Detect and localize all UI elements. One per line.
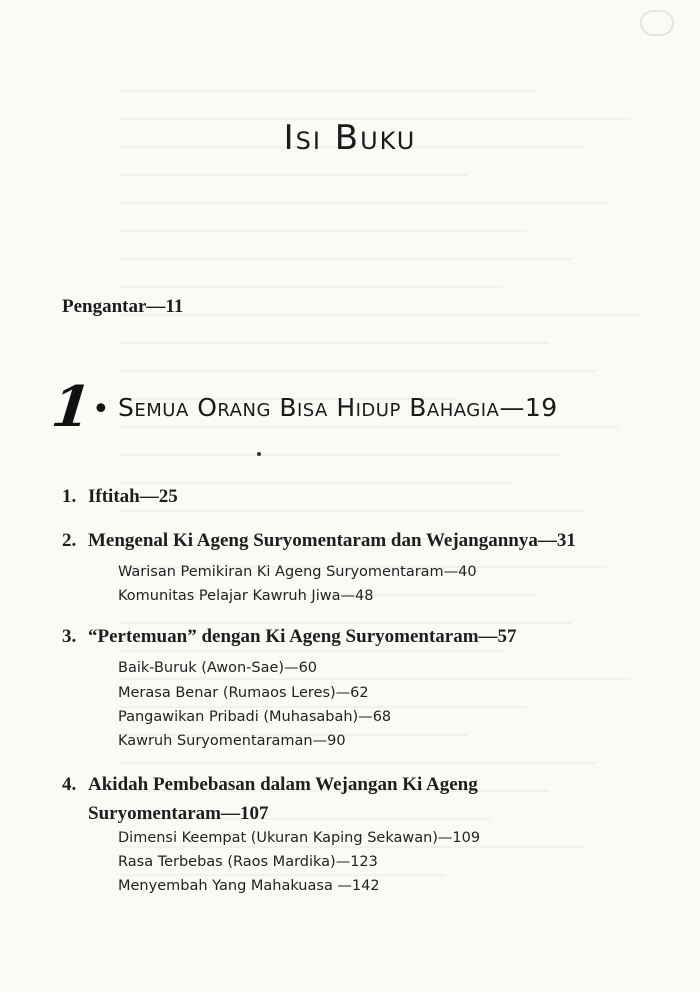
- toc-subsection: Komunitas Pelajar Kawruh Jiwa—48: [118, 588, 374, 604]
- toc-entry-pengantar: Pengantar—11: [62, 296, 184, 317]
- section-title: Mengenal Ki Ageng Suryomentaram dan Wejangannya—31: [88, 530, 576, 551]
- chapter-number-dot-icon: •: [92, 392, 110, 427]
- page-title: Isi Buku: [283, 118, 417, 158]
- section-title: “Pertemuan” dengan Ki Ageng Suryomentaram—57: [88, 626, 517, 647]
- toc-subsection: Dimensi Keempat (Ukuran Kaping Sekawan)—109: [118, 830, 481, 846]
- toc-subsection: Pangawikan Pribadi (Muhasabah)—68: [118, 709, 392, 725]
- toc-subsection: Baik-Buruk (Awon-Sae)—60: [118, 660, 318, 676]
- section-number: 4.: [62, 774, 77, 795]
- toc-section: [62, 770, 608, 828]
- toc-section: [62, 486, 178, 508]
- ink-speck: [257, 452, 261, 456]
- toc-section: [62, 530, 576, 552]
- bleed-through-mark: [640, 10, 674, 36]
- chapter-title: Semua Orang Bisa Hidup Bahagia—19: [118, 393, 558, 422]
- section-number: 1.: [62, 486, 77, 507]
- section-number: 3.: [62, 626, 77, 647]
- section-title: Akidah Pembebasan dalam Wejangan Ki Ageng Suryomentaram—107: [88, 774, 478, 824]
- bleed-through-header: [110, 4, 700, 64]
- toc-subsection: Warisan Pemikiran Ki Ageng Suryomentaram—40: [118, 564, 477, 580]
- toc-subsection: Rasa Terbebas (Raos Mardika)—123: [118, 854, 378, 870]
- toc-subsection: Menyembah Yang Mahakuasa —142: [118, 878, 380, 894]
- section-number: 2.: [62, 530, 77, 551]
- toc-subsection: Merasa Benar (Rumaos Leres)—62: [118, 685, 369, 701]
- section-title: Iftitah—25: [88, 486, 178, 507]
- toc-subsection: Kawruh Suryomentaraman—90: [118, 733, 346, 749]
- chapter-number: 1: [48, 374, 95, 440]
- toc-section: [62, 626, 517, 648]
